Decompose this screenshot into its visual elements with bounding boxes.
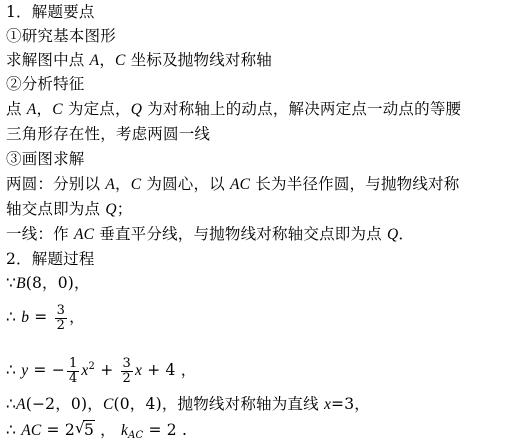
text: = 2 xyxy=(41,421,75,439)
var-C: C xyxy=(115,52,126,69)
var-B: B xyxy=(16,275,26,292)
fraction xyxy=(55,304,67,333)
var-y: y xyxy=(21,362,29,379)
var-AC: AC xyxy=(230,176,251,193)
text: 为定点， xyxy=(62,100,131,118)
eq-AC-length-slope xyxy=(6,420,187,446)
var-AC: AC xyxy=(21,422,42,439)
var-x: x xyxy=(81,362,89,379)
denominator: 4 xyxy=(68,370,78,386)
two-circles-line1 xyxy=(6,174,459,195)
var-x: x xyxy=(323,396,332,413)
square-root xyxy=(75,420,95,440)
var-Q: Q xyxy=(105,201,117,218)
eq-parabola xyxy=(6,353,196,386)
text: 一线：作 xyxy=(6,225,74,243)
eq-b-value xyxy=(6,303,85,333)
text: 轴交点即为点 xyxy=(6,200,106,218)
text: 两圆：分别以 xyxy=(6,175,106,193)
text: ， xyxy=(95,421,121,439)
text: 求解图中点 xyxy=(6,51,90,69)
text: 长为半径作圆，与抛物线对称 xyxy=(250,175,460,193)
therefore-symbol: ∴ xyxy=(6,308,22,326)
therefore-symbol: ∴ xyxy=(6,421,22,439)
step-2-title xyxy=(6,74,85,94)
exponent: 2 xyxy=(88,361,96,372)
text: (−2，0)， xyxy=(25,395,103,413)
therefore-symbol: ∴ xyxy=(6,395,17,413)
fraction xyxy=(67,357,79,386)
text: = xyxy=(29,308,53,326)
var-Q: Q xyxy=(130,101,143,118)
text: =3， xyxy=(331,395,370,413)
text: ， xyxy=(69,308,85,326)
var-x: x xyxy=(135,362,143,379)
var-C: C xyxy=(52,101,63,118)
denominator: 2 xyxy=(56,317,66,333)
text: ； xyxy=(116,200,133,218)
because-symbol: ∵ xyxy=(6,274,17,292)
var-C: C xyxy=(102,396,114,413)
text: 垂直平分线，与抛物线对称轴交点即为点 xyxy=(94,225,388,243)
text: ， xyxy=(99,51,116,69)
text: 2．解题过程 xyxy=(6,250,95,268)
var-A: A xyxy=(16,396,26,413)
text: ． xyxy=(398,225,415,243)
text: 三角形存在性，考虑两圆一线 xyxy=(6,125,211,143)
text: 点 xyxy=(6,100,27,118)
step-1-title xyxy=(6,26,116,46)
text: ①研究基本图形 xyxy=(6,27,116,45)
var-A: A xyxy=(26,101,37,118)
text: (8，0)， xyxy=(25,274,90,292)
text: + xyxy=(95,361,119,379)
radical-sign: √ xyxy=(74,419,85,437)
heading-key-points xyxy=(6,2,95,22)
var-A: A xyxy=(89,52,100,69)
text: ， xyxy=(36,100,53,118)
numerator: 3 xyxy=(122,355,132,371)
var-A: A xyxy=(105,176,115,193)
heading-solution-process xyxy=(6,249,95,269)
text: = 2 . xyxy=(143,421,188,439)
step-1-body xyxy=(6,50,272,71)
text: (0，4)，抛物线对称轴为直线 xyxy=(113,395,324,413)
var-C: C xyxy=(130,176,142,193)
text: 坐标及抛物线对称轴 xyxy=(125,51,272,69)
numerator: 1 xyxy=(68,355,78,371)
text: ， xyxy=(115,175,131,193)
text: 为圆心，以 xyxy=(141,175,231,193)
text: 1．解题要点 xyxy=(6,3,95,21)
radicand: 5 xyxy=(83,421,94,439)
eq-points-AC-axis xyxy=(6,394,370,415)
numerator: 3 xyxy=(56,302,66,318)
step-3-title xyxy=(6,149,85,169)
text: ②分析特征 xyxy=(6,75,85,93)
text: = − xyxy=(28,361,65,379)
text: + 4 ， xyxy=(142,361,197,379)
two-circles-line2 xyxy=(6,199,132,220)
one-line-text xyxy=(6,224,414,245)
therefore-symbol: ∴ xyxy=(6,361,22,379)
step-2-body-line2 xyxy=(6,124,210,144)
var-AC: AC xyxy=(73,226,95,243)
eq-point-B xyxy=(6,273,90,294)
fraction xyxy=(121,357,133,386)
step-2-body-line1 xyxy=(6,99,461,120)
denominator: 2 xyxy=(122,370,132,386)
var-Q: Q xyxy=(387,226,399,243)
text: 为对称轴上的动点，解决两定点一动点的等腰 xyxy=(142,100,462,118)
subscript: AC xyxy=(128,430,144,441)
text: ③画图求解 xyxy=(6,150,85,168)
var-b: b xyxy=(21,309,30,326)
var-k: k xyxy=(120,422,129,439)
